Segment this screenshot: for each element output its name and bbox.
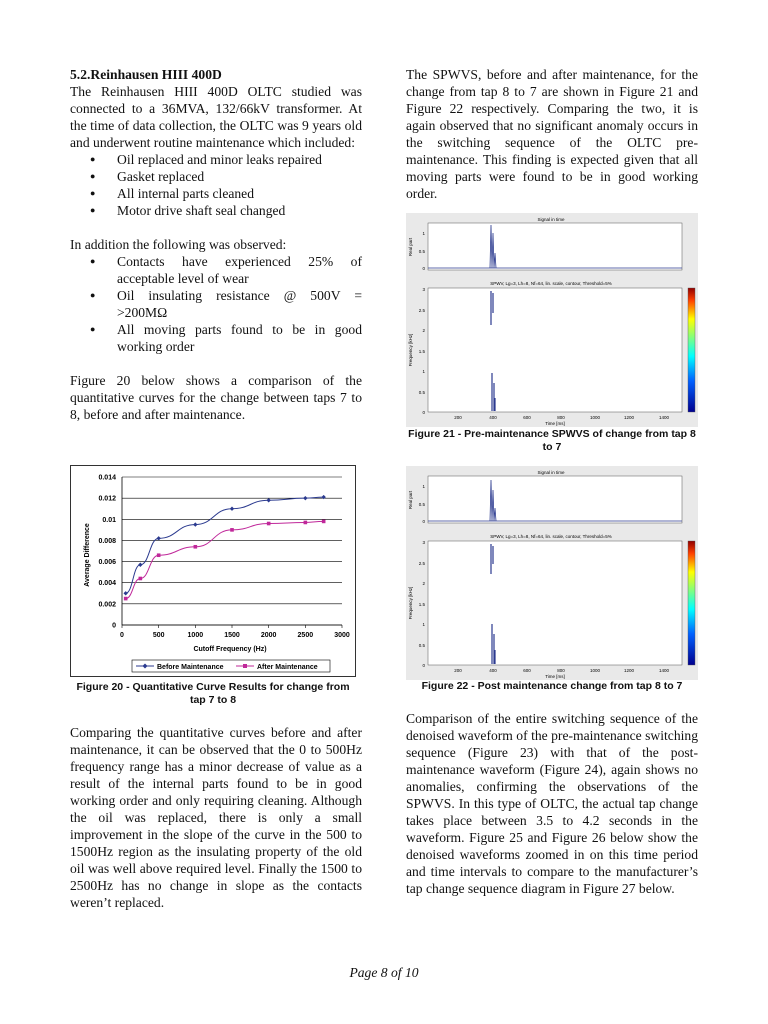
y-tick-label: 0 (112, 622, 116, 630)
tf-tick: 2.5 (418, 561, 425, 566)
tf-tick: 2.5 (418, 308, 425, 313)
chart-legend (132, 660, 330, 672)
section-heading: 5.2.Reinhausen HIII 400D (70, 67, 222, 82)
spwvs-paragraph: The SPWVS, before and after maintenance, for the change from tap 8 to 7 are shown in Figure 21 and Figure 22 respectively. Comparing the two, it is again observed that no significant anomaly occurs in the switching sequence of the OLTC pre-maintenance. This finding is expected given that all moving parts were found to be in good working order. (406, 67, 698, 201)
x-tick: 200 (454, 668, 462, 673)
figure-20-chart (70, 465, 356, 677)
figure-22-spwvs (406, 466, 698, 680)
tf-tick: 0.5 (418, 390, 425, 395)
y-tick-label: 0.014 (98, 474, 116, 482)
chart-xlabel: Cutoff Frequency (Hz) (193, 646, 267, 653)
x-tick: 1000 (589, 668, 601, 673)
figure-22-caption: Figure 22 - Post maintenance change from tap 8 to 7 (421, 680, 683, 692)
tf-tick: 0.5 (418, 643, 425, 648)
tf-tick: 2 (422, 328, 425, 333)
x-tick: 1000 (589, 415, 601, 420)
list-item: ● Oil insulating resistance @ 500V = >200MΩ (70, 287, 362, 321)
spwvs-plot-post (406, 466, 698, 680)
tf-tick: 1.5 (418, 349, 425, 354)
comparison-paragraph: Comparison of the entire switching sequence of the denoised waveform of the pre-maintenance switching sequence (Figure 23) with that of the post-maintenance waveform (Figure 24), again shows no anomalies, confirming the observations of the SPWVS. In this type of OLTC, the actual tap change takes place between 3.5 to 4.2 seconds in the waveform. Figure 25 and Figure 26 below show the denoised waveforms zoomed in on this time period and time intervals to compare to the manufacturer’s tap change sequence diagram in Figure 27 below. (406, 711, 698, 896)
tf-tick: 1 (422, 622, 425, 627)
legend-label-after: After Maintenance (257, 664, 318, 671)
x-label: Time [ms] (545, 674, 565, 679)
x-tick: 1200 (623, 668, 635, 673)
y-tick-label: 0.004 (98, 580, 116, 588)
tf-tick: 3 (422, 287, 425, 292)
figure-20-caption: Figure 20 - Quantitative Curve Results for change from tap 7 to 8 (76, 681, 350, 706)
x-tick-label: 1500 (224, 632, 240, 639)
left-column-bottom (70, 724, 362, 911)
page-number: Page 8 of 10 (349, 965, 419, 980)
spwvs-plot-pre (406, 213, 698, 427)
data-point-after (267, 522, 271, 526)
signal-tick: 0 (422, 519, 425, 524)
left-column (70, 66, 362, 423)
y-tick-label: 0.012 (98, 495, 116, 503)
tf-tick: 2 (422, 581, 425, 586)
colorbar (688, 288, 695, 412)
y-tick-label: 0.006 (98, 559, 116, 567)
x-tick: 1400 (658, 415, 670, 420)
right-column (406, 66, 698, 202)
x-tick: 400 (489, 415, 497, 420)
figure-21-caption: Figure 21 - Pre-maintenance SPWVS of change from tap 8 to 7 (408, 428, 696, 453)
x-label: Time [ms] (545, 421, 565, 426)
y-tick-label: 0.01 (102, 516, 116, 524)
x-tick: 800 (557, 668, 565, 673)
x-tick-label: 1000 (187, 632, 204, 639)
y-tick-label: 0.008 (98, 537, 116, 545)
signal-tick: 0.5 (418, 502, 425, 507)
x-tick: 600 (523, 415, 531, 420)
data-point-after (304, 521, 308, 525)
list-item: ● Oil replaced and minor leaks repaired (70, 151, 362, 168)
legend-label-before: Before Maintenance (157, 664, 224, 671)
x-tick-label: 2500 (297, 632, 314, 639)
data-point-after (322, 520, 326, 524)
x-tick: 400 (489, 668, 497, 673)
tf-tick: 0 (422, 663, 425, 668)
discussion-paragraph: Comparing the quantitative curves before and after maintenance, it can be observed that the 0 to 500Hz frequency range has a minor decrease of value as a result of the internal parts found to be in good working order and only requiring cleaning. Although the oil was replaced, there is only a small improvement in the slope of the curve in the 500 to 1500Hz region as the insulating property of the old oil was well above required level. Finally the 1500 to 2500Hz has no change in slope as the contacts weren’t replaced. (70, 725, 362, 910)
x-tick: 1400 (658, 668, 670, 673)
right-column-bottom (406, 710, 698, 897)
tf-title: SPWV, Lg=3, Lh=8, Nf=64, lin. scale, contour, Threshold=5% (490, 534, 612, 539)
legend-marker-after (243, 664, 247, 668)
list-item: ● Gasket replaced (70, 168, 362, 185)
x-tick: 800 (557, 415, 565, 420)
colorbar (688, 541, 695, 665)
observed-list (70, 253, 362, 355)
chart-ylabel: Average Difference (84, 523, 91, 587)
tf-ylabel: Frequency [kHz] (408, 586, 413, 620)
x-tick-label: 2000 (260, 632, 277, 639)
list-item: ● Contacts have experienced 25% of acceptable level of wear (70, 253, 362, 287)
signal-title: Signal in time (537, 470, 565, 475)
tf-ylabel: Frequency [kHz] (408, 333, 413, 367)
signal-tick: 1 (422, 231, 425, 236)
x-tick-label: 0 (120, 632, 124, 639)
signal-panel (428, 476, 682, 523)
maintenance-list (70, 151, 362, 219)
tf-tick: 0 (422, 410, 425, 415)
tf-tick: 1.5 (418, 602, 425, 607)
quantitative-curve-chart (70, 465, 356, 677)
data-point-after (139, 577, 143, 581)
data-point-after (124, 597, 128, 601)
data-point-after (157, 553, 161, 557)
intro-paragraph: The Reinhausen HIII 400D OLTC studied was connected to a 36MVA, 132/66kV transformer. At the time of data collection, the OLTC was 9 years old and underwent routine maintenance which included: (70, 84, 362, 150)
x-tick-label: 3000 (334, 632, 350, 639)
tf-panel (428, 288, 682, 412)
signal-ylabel: Real part (408, 237, 413, 257)
tf-title: SPWV, Lg=3, Lh=8, Nf=64, lin. scale, contour, Threshold=5% (490, 281, 612, 286)
figure-21-spwvs (406, 213, 698, 427)
list-item: ● All moving parts found to be in good working order (70, 321, 362, 355)
x-tick: 1200 (623, 415, 635, 420)
tf-tick: 1 (422, 369, 425, 374)
x-tick: 600 (523, 668, 531, 673)
y-tick-label: 0.002 (98, 601, 116, 609)
tf-tick: 3 (422, 540, 425, 545)
observed-intro: In addition the following was observed: (70, 237, 287, 252)
signal-panel (428, 223, 682, 270)
signal-tick: 1 (422, 484, 425, 489)
tf-panel (428, 541, 682, 665)
x-tick-label: 500 (152, 632, 165, 639)
list-item: ● Motor drive shaft seal changed (70, 202, 362, 219)
signal-tick: 0 (422, 266, 425, 271)
data-point-after (194, 545, 198, 549)
x-tick: 200 (454, 415, 462, 420)
list-item: ● All internal parts cleaned (70, 185, 362, 202)
signal-tick: 0.5 (418, 249, 425, 254)
signal-title: Signal in time (537, 217, 565, 222)
fig20-intro: Figure 20 below shows a comparison of the quantitative curves for the change between taps 7 to 8, before and after maintenance. (70, 373, 362, 422)
signal-ylabel: Real part (408, 490, 413, 510)
data-point-after (230, 528, 234, 532)
